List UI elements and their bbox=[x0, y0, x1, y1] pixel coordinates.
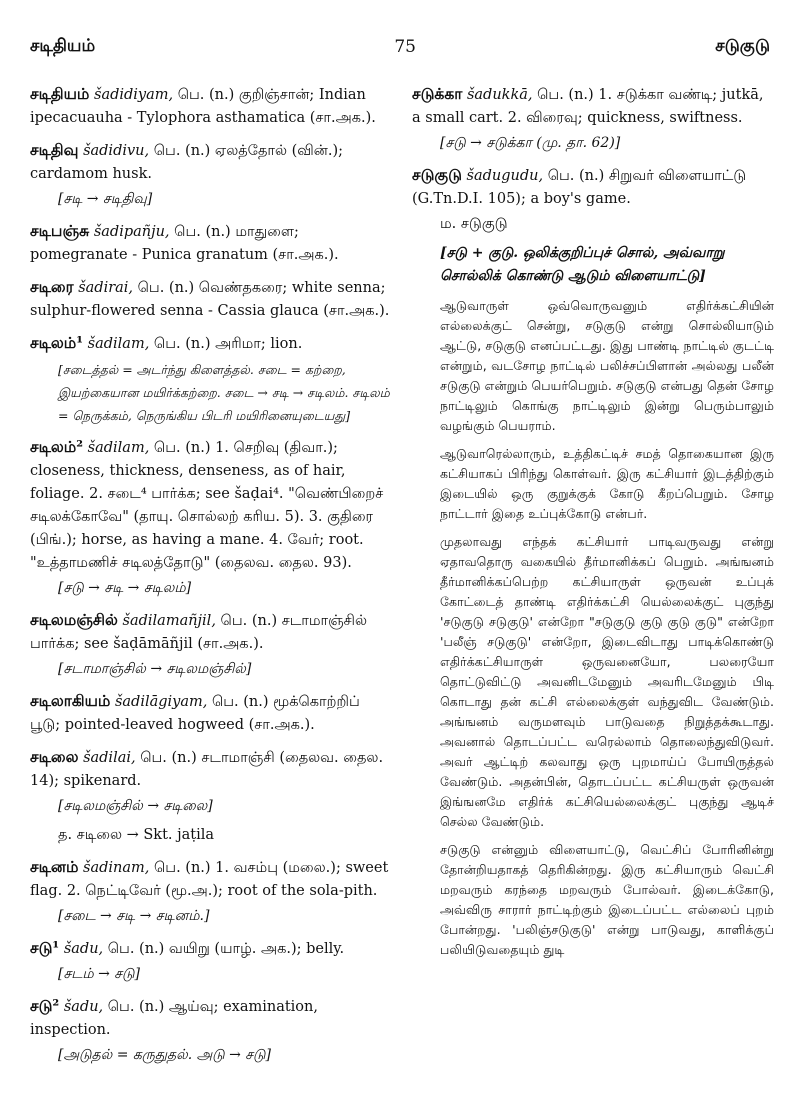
definition: பெ. (n.) மாதுளை; pomegranate - Punica granatum (சா.அக.). bbox=[30, 224, 339, 263]
headword: சடிலம்¹ bbox=[30, 333, 84, 352]
dictionary-entry bbox=[30, 138, 390, 211]
dictionary-entry bbox=[30, 745, 390, 847]
definition: பெ. (n.) மூக்கொற்றிப் பூடு; pointed-leaved hogweed (சா.அக.). bbox=[30, 694, 360, 733]
explanation-paragraph: சடுகுடு என்னும் விளையாட்டு, வெட்சிப் போரினின்று தோன்றியதாகத் தெரிகின்றது. இரு கட்சியாரும் வெட்சி மறவரும் கரந்தை மறவரும் போல்வர். இடைக்கோடு, அவ்விரு சாரார் நாட்டிற்கும் இடைப்பட்ட எல்லைப் புறம் போன்றது. 'பலிஞ்சடுகுடு' என்று பாடுவது, காளிக்குப் பலியிடுவதையும் துடி bbox=[440, 842, 774, 957]
transliteration: šadidivu, bbox=[83, 143, 150, 159]
headword: சடினம் bbox=[30, 857, 79, 876]
definition: பெ. (n.) சடாமாஞ்சில் பார்க்க; see šaḍāmāñjil (சா.அக.). bbox=[30, 613, 368, 652]
transliteration: šadilai, bbox=[83, 750, 136, 766]
definition: பெ. (n.) ஏலத்தோல் (வின்.); cardamom husk. bbox=[30, 143, 344, 182]
definition: பெ. (n.) சடாமாஞ்சி (தைலவ. தைல. 14); spikenard. bbox=[30, 750, 384, 789]
definition: பெ. (n.) அரிமா; lion. bbox=[153, 336, 303, 352]
definition: பெ. (n.) சிறுவர் விளையாட்டு (G.Tn.D.I. 105); a boy's game. bbox=[412, 168, 747, 207]
dictionary-entry bbox=[412, 82, 774, 155]
transliteration: šadidiyam, bbox=[94, 87, 174, 103]
headword: சடிரை bbox=[30, 277, 74, 296]
dictionary-entry bbox=[30, 331, 390, 427]
page-number: 75 bbox=[394, 37, 416, 57]
etymology: [சடம் → சடு] bbox=[58, 966, 140, 982]
dictionary-entry bbox=[30, 435, 390, 600]
transliteration: šadilam, bbox=[87, 336, 150, 352]
dictionary-entry bbox=[30, 936, 390, 986]
dictionary-entry bbox=[30, 219, 390, 267]
headword: சடிதிவு bbox=[30, 140, 79, 159]
etymology: [சடு → சடி → சடிலம்] bbox=[58, 580, 192, 596]
etymology: [சடாமாஞ்சில் → சடிலமஞ்சில்] bbox=[58, 661, 252, 677]
transliteration: šadu, bbox=[63, 941, 104, 957]
definition: பெ. (n.) வயிறு (யாழ். அக.); belly. bbox=[107, 941, 345, 957]
header-left-guideword: சடிதியம் bbox=[30, 36, 96, 56]
dictionary-entry bbox=[30, 994, 390, 1067]
etymology: [அடுதல் = கருதுதல். அடு → சடு] bbox=[58, 1047, 271, 1063]
etymology: [சடு → சடுக்கா (மு. தா. 62)] bbox=[440, 135, 621, 151]
etymology: [சடிலமஞ்சில் → சடிலை] bbox=[58, 798, 213, 814]
headword: சடிலமஞ்சில் bbox=[30, 610, 118, 629]
right-column bbox=[412, 82, 774, 1086]
definition: பெ. (n.) 1. செறிவு (திவா.); closeness, thickness, denseness, as of hair, foliage. 2. சடை⁴ பார்க்க; see šaḍai⁴. "வெண்பிறைச் சடிலக்கோவே" (தாயு. சொல்லற் கரிய. 5). 3. குதிரை (பிங்.); horse, as having a mane. 4. வேர்; root. "உத்தாமணிச் சடிலத்தோடு" (தைலவ. தைல. 93). bbox=[30, 440, 384, 571]
etymology: [சடை → சடி → சடினம்.] bbox=[58, 908, 210, 924]
headword: சடுகுடு bbox=[412, 165, 462, 184]
definition: பெ. (n.) குறிஞ்சான்; Indian ipecacuauha - Tylophora asthamatica (சா.அக.). bbox=[30, 87, 376, 126]
headword: சடிலாகியம் bbox=[30, 691, 111, 710]
dictionary-entry bbox=[30, 689, 390, 737]
headword: சடு² bbox=[30, 996, 60, 1015]
cognate-note: ம. சடுகுடு bbox=[440, 216, 508, 232]
page-header bbox=[30, 36, 770, 58]
explanation-paragraph: ஆடுவாரெல்லாரும், உத்திகட்டிச் சமத் தொகையான இரு கட்சியாகப் பிரிந்து கொள்வர். இரு கட்சியார் இடத்திற்கும் இடையில் ஒரு குறுக்குக் கோடு கீறப்பெறும். சோழ நாட்டார் இதை உப்புக்கோடு என்பர். bbox=[440, 446, 774, 521]
headword: சடிலம்² bbox=[30, 437, 84, 456]
headword: சடிதியம் bbox=[30, 84, 90, 103]
etymology: [சடி → சடிதிவு] bbox=[58, 191, 153, 207]
explanation-paragraph: ஆடுவாருள் ஒவ்வொருவனும் எதிர்க்கட்சியின் எல்லைக்குட் சென்று, சடுகுடு என்று சொல்லியாடும் ஆட்டு, சடுகுடு எனப்பட்டது. இது பாண்டி நாட்டில் குடட்டி என்றும், வடசோழ நாட்டில் பலிச்சப்பிளான் அல்லது பலீன் சடுகுடு என்றும் பெயர்பெறும். சடுகுடு என்பது தென் சோழ நாட்டிலும் கொங்கு நாட்டிலும் இன்று பெரும்பாலும் வழங்கும் பெயராம். bbox=[440, 298, 774, 433]
dictionary-entry bbox=[30, 855, 390, 928]
headword: சடிபஞ்சு bbox=[30, 221, 90, 240]
definition: பெ. (n.) 1. வசம்பு (மலை.); sweet flag. 2. நெட்டிவேர் (மூ.அ.); root of the sola-pith. bbox=[30, 860, 389, 899]
dictionary-entry bbox=[30, 275, 390, 323]
headword: சடுக்கா bbox=[412, 84, 463, 103]
etymology: [சடைத்தல் = அடர்ந்து கிளைத்தல். சடை = கற்றை, இயற்கையான மயிர்க்கற்றை. சடை → சடி → சடிலம். சடிலம் = நெருக்கம், நெருங்கிய பிடரி மயிரினையுடையது] bbox=[58, 362, 390, 423]
transliteration: šadugudu, bbox=[466, 168, 544, 184]
dictionary-entry bbox=[30, 82, 390, 130]
transliteration: šadilam, bbox=[87, 440, 150, 456]
transliteration: šadipañju, bbox=[93, 224, 170, 240]
transliteration: šadilamañjil, bbox=[122, 613, 216, 629]
transliteration: šadu, bbox=[63, 999, 104, 1015]
transliteration: šadirai, bbox=[78, 280, 134, 296]
definition: பெ. (n.) 1. சடுக்கா வண்டி; jutkā, a small cart. 2. விரைவு; quickness, swiftness. bbox=[412, 87, 764, 126]
cognate-note: த. சடிலை → Skt. jaṭila bbox=[58, 827, 215, 843]
header-right-guideword: சடுகுடு bbox=[715, 36, 770, 56]
dictionary-entry bbox=[30, 608, 390, 681]
transliteration: šadilāgiyam, bbox=[114, 694, 208, 710]
headword: சடிலை bbox=[30, 747, 79, 766]
definition: பெ. (n.) வெண்தகரை; white senna; sulphur-flowered senna - Cassia glauca (சா.அக.). bbox=[30, 280, 390, 319]
left-column bbox=[30, 82, 390, 1086]
transliteration: šadinam, bbox=[83, 860, 150, 876]
definition: பெ. (n.) ஆய்வு; examination, inspection. bbox=[30, 999, 318, 1038]
dictionary-entry bbox=[412, 163, 774, 288]
transliteration: šadukkā, bbox=[466, 87, 533, 103]
headword: சடு¹ bbox=[30, 938, 60, 957]
explanation-paragraph: முதலாவது எந்தக் கட்சியார் பாடிவருவது என்று ஏதாவதொரு வகையில் தீர்மானிக்கப் பெறும். அங்ஙனம் தீர்மானிக்கப்பெற்ற கட்சியாருள் ஒருவன் உப்புக் கோட்டைத் தாண்டி எதிர்க்கட்சி யெல்லைக்குட் புகுந்து 'சடுகுடு சடுகுடு' என்றோ "சடுகுடு குடு குடு குடு" என்றோ 'பலீஞ் சடுகுடு' என்றோ, இடைவிடாது பாடிக்கொண்டு எதிர்க்கட்சியாருள் ஒருவனையோ, பலரையோ தொட்டுவிட்டு அவனிடமேனும் அவரிடமேனும் பிடி கொடாது தன் கட்சி எல்லைக்குள் வந்துவிட வேண்டும். அங்ஙனம் வருமளவும் பாடுவதை நிறுத்தக்கூடாது. அவனால் தொடப்பட்ட வரெல்லாம் தொலைந்துவிடுவர். அவர் ஆட்டிற் கலவாது ஒரு புறமாய்ப் போயிருத்தல் வேண்டும். அதன்பின், தொடப்பட்ட கட்சியருள் ஒருவன் இங்ஙனமே எதிர்க் கட்சியெல்லைக்குட் புகுந்து ஆடிச் செல்ல வேண்டும். bbox=[440, 534, 774, 829]
etymology: [சடு + குடு. ஒலிக்குறிப்புச் சொல், அவ்வாறு சொல்லிக் கொண்டு ஆடும் விளையாட்டு] bbox=[440, 245, 725, 284]
